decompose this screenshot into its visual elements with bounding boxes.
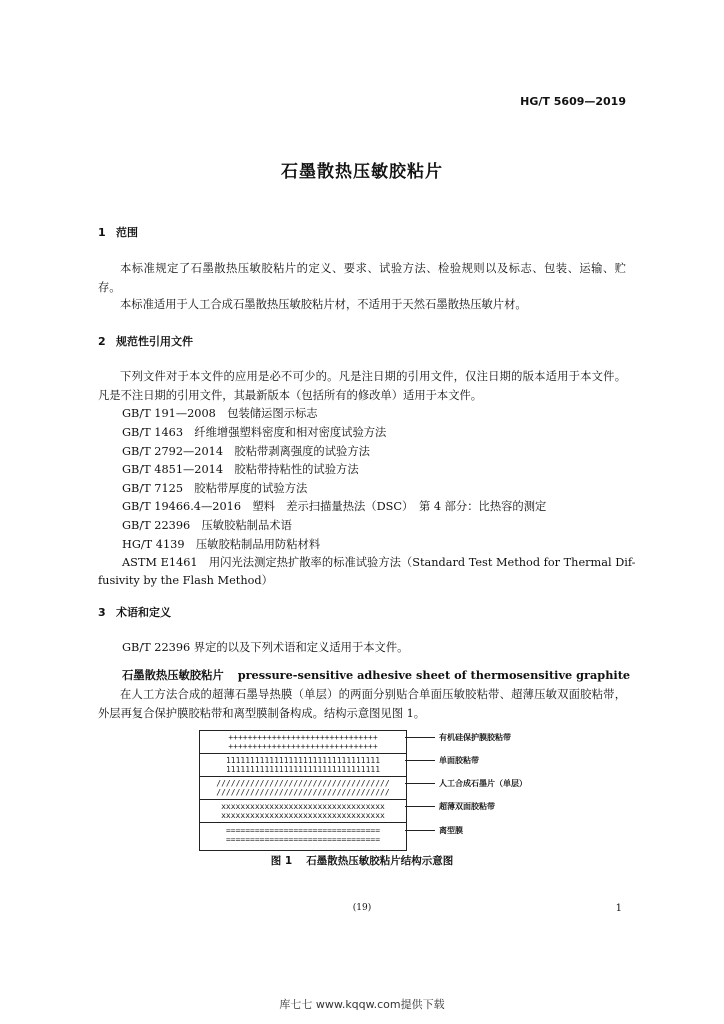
layer-graphite-sheet: [200, 779, 406, 797]
refs-intro: 下列文件对于本文件的应用是必不可少的。凡是注日期的引用文件，仅注日期的版本适用于本文件。凡是不注日期的引用文件，其最新版本（包括所有的修改单）适用于本文件。: [98, 370, 626, 402]
layer-pattern-row: +++++++++++++++++++++++++++++++: [228, 733, 378, 742]
term-chinese: 石墨散热压敏胶粘片: [122, 669, 224, 682]
scope-paragraph-1: 本标准规定了石墨散热压敏胶粘片的定义、要求、试验方法、检验规则以及标志、包装、运输、贮存。: [98, 262, 626, 294]
layer-pattern-row: xxxxxxxxxxxxxxxxxxxxxxxxxxxxxxxxxx: [221, 802, 385, 811]
leader-line: [405, 830, 435, 831]
ref-item: GB/T 7125 胶粘带厚度的试验方法: [122, 482, 308, 495]
ref-item: GB/T 4851—2014 胶粘带持粘性的试验方法: [122, 463, 359, 476]
term-definition: 在人工方法合成的超薄石墨导热膜（单层）的两面分别贴合单面压敏胶粘带、超薄压敏双面胶粘带，外层再复合保护膜胶粘带和离型膜制备构成。结构示意图见图 1。: [98, 688, 626, 720]
ref-item: GB/T 1463 纤维增强塑料密度和相对密度试验方法: [122, 426, 387, 439]
leader-line: [405, 737, 435, 738]
layer-pattern-row: ================================: [225, 826, 381, 835]
figure-caption: [0, 853, 724, 868]
layer-release-film: [200, 826, 406, 844]
layer-pattern-row: 11111111111111111111111111111111: [225, 765, 381, 774]
ref-item-astm-continued: fusivity by the Flash Method）: [98, 574, 273, 587]
structure-diagram: [199, 730, 407, 851]
ref-item: GB/T 2792—2014 胶粘带剥离强度的试验方法: [122, 445, 370, 458]
label-double-sided-tape: 超薄双面胶粘带: [439, 802, 495, 811]
section-2-heading: [98, 333, 193, 349]
ref-item: GB/T 19466.4—2016 塑料 差示扫描量热法（DSC） 第 4 部分：比热容的测定: [122, 500, 547, 513]
label-graphite-sheet: 人工合成石墨片（单层）: [439, 779, 527, 788]
section-title: 术语和定义: [116, 606, 171, 619]
figure-title: 石墨散热压敏胶粘片结构示意图: [306, 855, 454, 867]
leader-line: [405, 806, 435, 807]
leader-line: [405, 783, 435, 784]
ref-item: GB/T 22396 压敏胶粘制品术语: [122, 519, 292, 532]
layer-protective-film: [200, 733, 406, 751]
layer-divider: [200, 776, 406, 777]
term-entry: [122, 667, 630, 683]
page-number: 1: [615, 903, 622, 914]
download-watermark: 库七七 www.kqqw.com提供下载: [279, 998, 445, 1011]
layer-divider: [200, 799, 406, 800]
layer-divider: [200, 753, 406, 754]
section-number: 2: [98, 335, 106, 348]
ref-item: HG/T 4139 压敏胶粘制品用防粘材料: [122, 538, 321, 551]
section-title: 规范性引用文件: [116, 335, 193, 348]
figure-number: 图 1: [270, 855, 293, 867]
section-3-heading: [98, 604, 171, 620]
ref-item-astm: ASTM E1461 用闪光法测定热扩散率的标准试验方法（Standard Test Method for Thermal Dif-: [122, 556, 636, 569]
label-protective-film: 有机硅保护膜胶粘带: [439, 733, 511, 742]
label-single-sided-tape: 单面胶粘带: [439, 756, 479, 765]
section-number: 1: [98, 226, 106, 239]
layer-pattern-row: 11111111111111111111111111111111: [225, 756, 381, 765]
ref-item: GB/T 191—2008 包装储运图示标志: [122, 407, 318, 420]
label-release-film: 离型膜: [439, 826, 463, 835]
layer-pattern-row: ================================: [225, 835, 381, 844]
document-title: 石墨散热压敏胶粘片: [281, 162, 443, 182]
section-number: 3: [98, 606, 106, 619]
term-english: pressure-sensitive adhesive sheet of thermosensitive graphite: [237, 668, 631, 682]
section-1-heading: [98, 224, 138, 240]
layer-pattern-row: ////////////////////////////////////: [216, 779, 390, 788]
layer-pattern-row: xxxxxxxxxxxxxxxxxxxxxxxxxxxxxxxxxx: [221, 811, 385, 820]
inner-page-number: (19): [352, 903, 372, 913]
leader-line: [405, 760, 435, 761]
layer-double-sided-tape: [200, 802, 406, 820]
layer-divider: [200, 822, 406, 823]
section-title: 范围: [116, 226, 138, 239]
scope-paragraph-2: 本标准适用于人工合成石墨散热压敏胶粘片材，不适用于天然石墨散热压敏片材。: [120, 298, 527, 311]
standard-code: HG/T 5609—2019: [520, 95, 626, 108]
layer-single-sided-tape: [200, 756, 406, 774]
layer-pattern-row: ////////////////////////////////////: [216, 788, 390, 797]
terms-intro: GB/T 22396 界定的以及下列术语和定义适用于本文件。: [122, 641, 409, 654]
layer-pattern-row: +++++++++++++++++++++++++++++++: [228, 742, 378, 751]
